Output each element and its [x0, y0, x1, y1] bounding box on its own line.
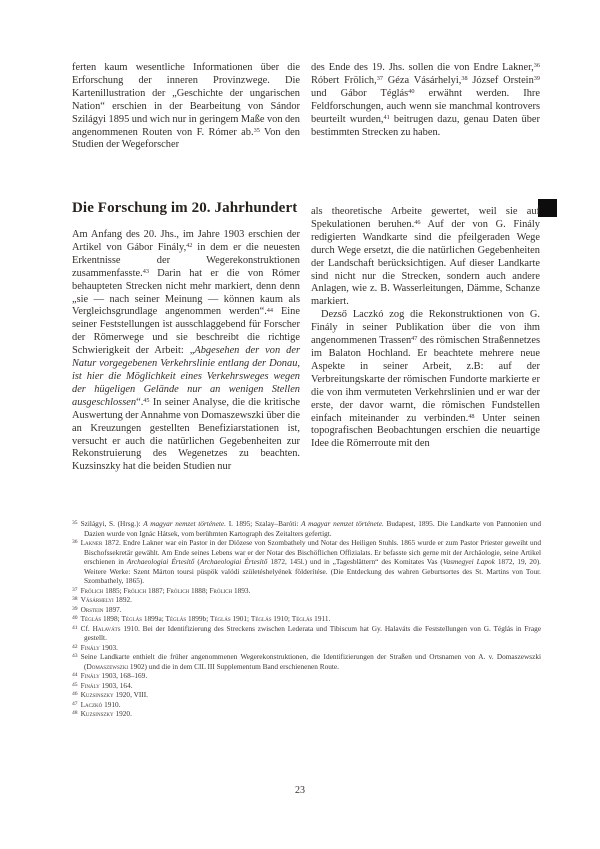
intro-left-paragraph: ferten kaum wesentliche Informationen über die Erforschung der inneren Provinzwege. Die Kartenillustration der „Geschichte der ungarischen Nation“ erschien in der Bearbeitung von Sándor Szilágyi 1895 und wich nur in geringem Maße von den angenommenen Routen von F. Rómer ab.$^{35}$ Von den Studien der Wegeforscher	[72, 62, 300, 151]
footnote-text: Orstein 1897.	[80, 604, 122, 614]
footnote-number: 43	[72, 653, 78, 660]
footnotes-section	[72, 519, 541, 719]
footnote-item	[72, 681, 541, 691]
footnote-text: Finály 1903, 168–169.	[80, 671, 148, 680]
body-right-paragraph-1: als theoretische Arbeite gewertet, weil sie auf Spekulationen beruhen.$^{46}$ Auf der von G. Finály redigierten Wandkarte sind die pfeilgeraden Wege durch Wege ersetzt, die die natürlichen Gegebenheiten der Landschaft berücksichtigen. Auf dieser Landkarte sind nicht nur die Strecken, sondern auch andere Anlagen, wie z. B. Wasserleitungen, Dämme, Schanze markiert.	[311, 206, 540, 308]
footnote-item	[72, 652, 541, 671]
footnote-number: 45	[72, 681, 78, 688]
footnote-number: 44	[72, 672, 78, 679]
footnote-item	[72, 605, 541, 615]
footnote-text: Vásárhelyi 1892.	[80, 595, 132, 604]
footnote-text: Finály 1903, 164.	[80, 680, 133, 690]
footnote-text: Kuzsinszky 1920, VIII.	[80, 690, 148, 699]
footnote-item	[72, 643, 541, 653]
footnote-item	[72, 614, 541, 624]
footnote-item	[72, 624, 541, 643]
footnote-text: Laczkó 1910.	[80, 699, 121, 709]
footnote-number: 35	[72, 520, 78, 527]
footnote-number: 47	[72, 700, 78, 707]
footnote-text: Lakner 1872. Endre Lakner war ein Pastor in der Diözese von Szombathely und Notar des Heiligen Stuhls. 1865 wurde er zum Pastor Priester geweiht und Bischofssekretär gewählt. Am Ende seines Lebens war er der Notar des Bischöflichen Offizialats. Er befasste sich gerne mit der Archäologie, seine Artikel erschienen in Archaeologiai Értesítő (Archaeologiai Értesítő 1872, 145l.) und in „Tagesblättern“ des Komitates Vas (Vasmegyei Lapok 1872, 19, 20). Weitere Werke: Szent Márton toursi püspök valódi születéshelyének földerítése. (Die Entdeckung des wahren Geburtsortes des St. Martins von Tour. Szombathely, 1865).	[80, 538, 541, 585]
footnote-text: Kuzsinszky 1920.	[80, 709, 132, 718]
footnote-item	[72, 671, 541, 681]
body-right-paragraph-2: Dezső Laczkó zog die Rekonstruktionen von G. Finály in seiner Publikation über die von ihm angenommenen Trassen$^{47}$ des römischen Straßennetzes im Balaton Hochland. Er beachtete mehrere neue Aspekte in seiner Arbeit, z.B: auf der Verbreitungskarte der römischen Fundorte markierte er die von ihm vermuteten Verkehrslinien und er war der erste, der davor warnt, die römischen Fundstellen einfach miteinander zu verbinden.$^{48}$ Unter seinen topografischen Beobachtungen erschien die neuartige Idee die Römerroute mit den	[311, 309, 541, 450]
footnote-item	[72, 538, 541, 586]
footnote-text: Téglás 1898; Téglás 1899a; Téglás 1899b; Téglás 1901; Téglás 1910; Téglás 1911.	[80, 614, 331, 623]
footnote-item	[72, 595, 541, 605]
section-heading: Die Forschung im 20. Jahrhundert	[72, 200, 298, 216]
black-marker-square	[538, 199, 557, 217]
footnote-item	[72, 690, 541, 700]
footnote-number: 36	[72, 539, 78, 546]
footnote-number: 37	[72, 586, 78, 593]
footnote-number: 48	[72, 710, 78, 717]
footnote-number: 41	[72, 624, 78, 631]
footnote-number: 46	[72, 691, 78, 698]
footnote-text: Finály 1903.	[80, 642, 118, 652]
page-number: 23	[295, 785, 305, 796]
footnote-number: 42	[72, 643, 78, 650]
footnote-text: Cf. Halaváts 1910. Bei der Identifizierung des Streckens zwischen Lederata und Tibiscum hat Gy. Halaváts die Feststellungen von G. Téglás in Frage gestellt.	[80, 623, 541, 642]
footnote-item	[72, 700, 541, 710]
footnote-number: 38	[72, 596, 78, 603]
footnote-item	[72, 586, 541, 596]
footnote-text: Frölich 1885; Frölich 1887; Frölich 1888; Frölich 1893.	[80, 585, 251, 595]
footnote-item	[72, 709, 541, 719]
body-left-paragraph: Am Anfang des 20. Jhs., im Jahre 1903 erschien der Artikel von Gábor Finály,$^{42}$ in dem er die neuesten Erkentnisse der Wegerekonstruktionen zusammenfasste.$^{43}$ Darin hat er die von Rómer behaupteten Strecken nicht mehr markiert, denn denn „sie — nach seiner Meinung — können kaum als Vergleichsgrundlage angenommen werden“.$^{44}$ Eine seiner Feststellungen ist ausschlaggebend für Forscher der Römerwege und sie beschreibt die richtige Schwierigkeit der Arbeit: „Abgesehen der von der Natur vorgegebenen Verkehrslinie entlang der Donau, ist hier die Möglichkeit eines Verkehrsweges wegen der hügeligen Gelände nur an wenigen Stellen ausgeschlossen“.$^{45}$ In seiner Analyse, die die kritische Auswertung der Annahme von Domaszewszki über die an Kreuzungen gestellten Benefiziarstationen ist, versucht er auch die natürlichen Gegebenheiten zur Rekonstruierung des Wegenetzes zu beachten. Kuzsinszky hat die beiden Studien nur	[72, 229, 301, 473]
footnote-text: Szilágyi, S. (Hrsg.): A magyar nemzet története. I. 1895; Szalay–Baróti: A magyar nemzet története. Budapest, 1895. Die Landkarte von Pannonien und Dazien wurde von Ignác Hátsek, vom berühmten Kartograph des Zeitalters gefertigt.	[80, 519, 541, 538]
footnote-number: 40	[72, 615, 78, 622]
footnote-number: 39	[72, 605, 78, 612]
intro-right-paragraph: des Ende des 19. Jhs. sollen die von Endre Lakner,$^{36}$ Róbert Frölich,$^{37}$ Géza Vásárhelyi,$^{38}$ József Orstein$^{39}$ und Gábor Téglás$^{40}$ erwähnt werden. Ihre Feldforschungen, auch wenn sie manchmal kontrovers beurteilt wurden,$^{41}$ beitrugen dazu, genau Daten über bestimmten Strecken zu haben.	[311, 62, 541, 138]
body-right-column	[311, 206, 540, 451]
footnote-item	[72, 519, 541, 538]
footnote-text: Seine Landkarte enthielt die früher angenommenen Wegerekonstruktionen, die Identifizierungen der Straßen und Ortsnamen von A. v. Domaszewszki (Domaszewszki 1902) und die in dem CIL III Supplementum Band erschienenen Route.	[80, 652, 541, 671]
